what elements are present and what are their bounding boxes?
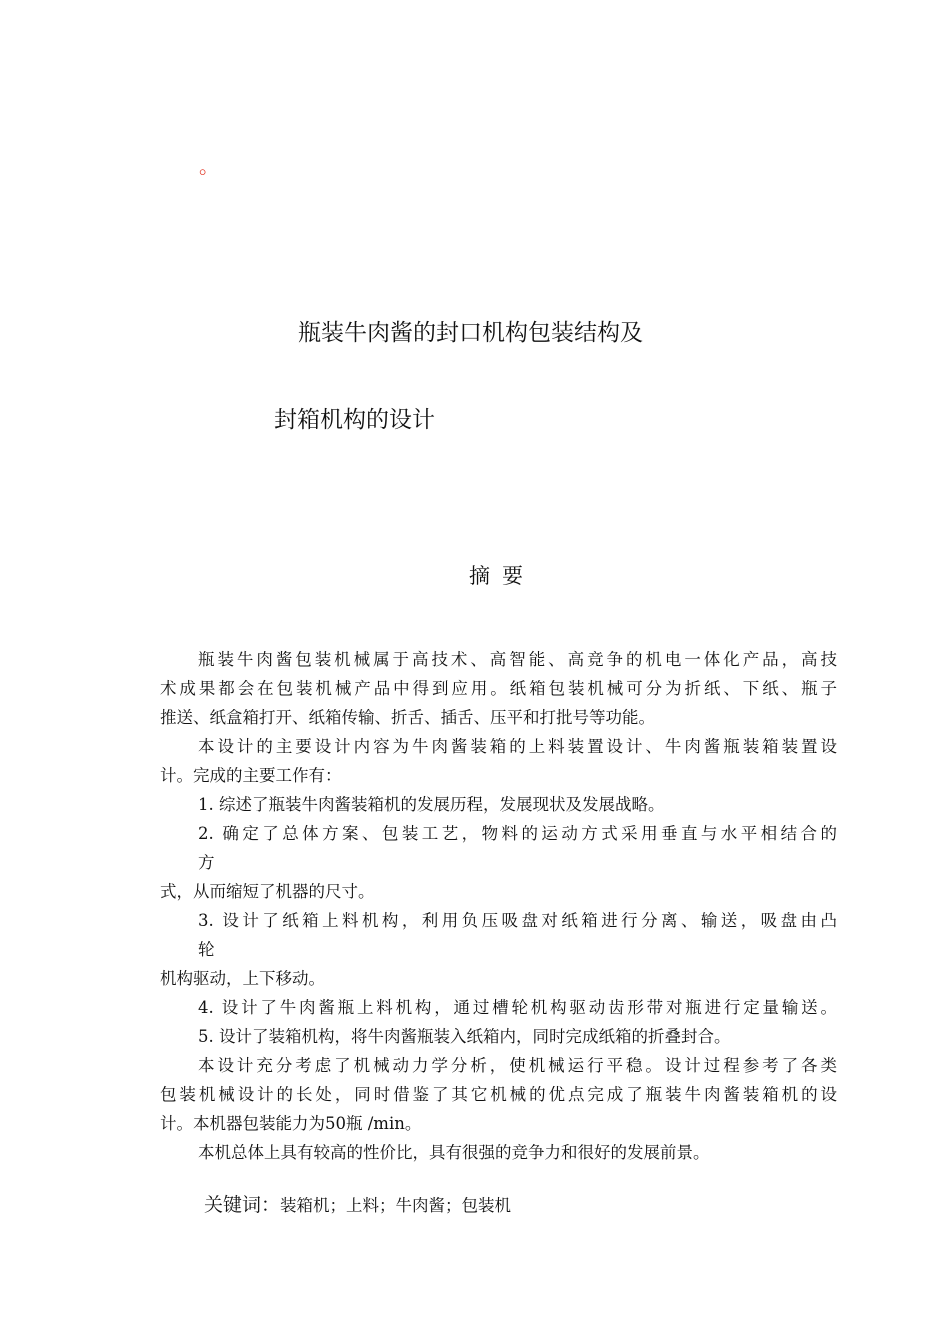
abstract-heading: 摘要 — [469, 564, 535, 588]
abstract-line: 1. 综述了瓶装牛肉酱装箱机的发展历程，发展现状及发展战略。 — [198, 795, 665, 814]
abstract-line: 5. 设计了装箱机构，将牛肉酱瓶装入纸箱内，同时完成纸箱的折叠封合。 — [198, 1027, 731, 1046]
abstract-line: 机构驱动，上下移动。 — [160, 969, 325, 988]
keywords — [204, 1190, 511, 1217]
title-line-1: 瓶装牛肉酱的封口机构包装结构及 — [298, 320, 643, 346]
abstract-line: 本设计充分考虑了机械动力学分析，使机械运行平稳。设计过程参考了各类 — [198, 1056, 837, 1075]
abstract-line: 瓶装牛肉酱包装机械属于高技术、高智能、高竞争的机电一体化产品，高技 — [198, 650, 837, 669]
abstract-body — [160, 645, 837, 1167]
abstract-line: 推送、纸盒箱打开、纸箱传输、折舌、插舌、压平和打批号等功能。 — [160, 708, 655, 727]
title-line-2: 封箱机构的设计 — [274, 407, 435, 433]
keywords-label: 关键词： — [204, 1194, 281, 1216]
abstract-line: 4. 设计了牛肉酱瓶上料机构，通过槽轮机构驱动齿形带对瓶进行定量输送。 — [198, 998, 837, 1017]
abstract-line: 计。完成的主要工作有： — [160, 766, 342, 785]
abstract-line: 计。本机器包装能力为50瓶 /min。 — [160, 1114, 422, 1133]
abstract-line: 本机总体上具有较高的性价比，具有很强的竞争力和很好的发展前景。 — [198, 1143, 710, 1162]
abstract-line: 2. 确定了总体方案、包装工艺，物料的运动方式采用垂直与水平相结合的 — [198, 824, 837, 843]
abstract-line: 3. 设计了纸箱上料机构，利用负压吸盘对纸箱进行分离、输送，吸盘由凸 — [198, 911, 837, 930]
abstract-line: 术成果都会在包装机械产品中得到应用。纸箱包装机械可分为折纸、下纸、瓶子 — [160, 679, 837, 698]
abstract-line: 式，从而缩短了机器的尺寸。 — [160, 882, 375, 901]
abstract-line: 方 — [198, 853, 215, 872]
red-circle-mark: 。 — [199, 154, 219, 178]
keywords-text: 装箱机；上料；牛肉酱；包装机 — [280, 1196, 512, 1215]
abstract-line: 轮 — [198, 940, 215, 959]
abstract-line: 本设计的主要设计内容为牛肉酱装箱的上料装置设计、牛肉酱瓶装箱装置设 — [198, 737, 837, 756]
abstract-line: 包装机械设计的长处，同时借鉴了其它机械的优点完成了瓶装牛肉酱装箱机的设 — [160, 1085, 837, 1104]
